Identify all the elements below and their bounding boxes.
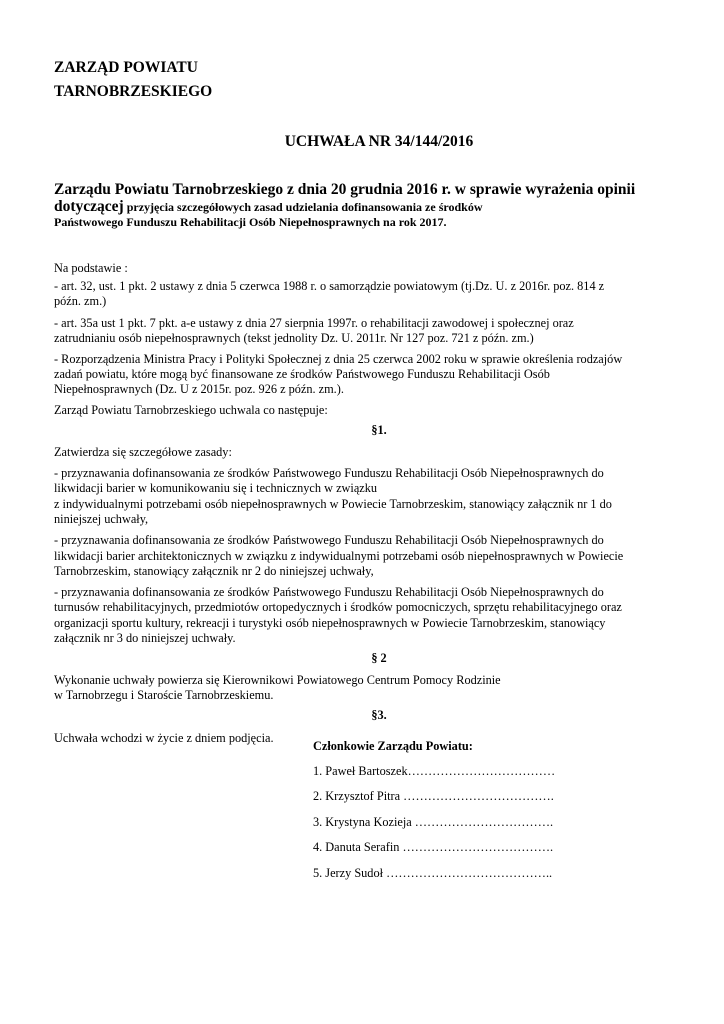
section1-intro: Zatwierdza się szczegółowe zasady: [54, 445, 232, 459]
section1-item3-line1: - przyznawania dofinansowania ze środków Państwowego Funduszu Rehabilitacji Osób Niepełnosprawnych do [54, 585, 604, 599]
basis-item3-line3: Niepełnosprawnych (Dz. U z 2015r. poz. 926 z późn. zm.). [54, 382, 344, 396]
board-member-signature-line: 2. Krzysztof Pitra ………………………………. [313, 789, 554, 803]
basis-item3-line1: - Rozporządzenia Ministra Pracy i Polityki Społecznej z dnia 25 czerwca 2002 roku w sprawie określenia rodzajów [54, 352, 623, 366]
section1-item1-line1: - przyznawania dofinansowania ze środków Państwowego Funduszu Rehabilitacji Osób Niepełnosprawnych do [54, 466, 604, 480]
board-member-signature-line: 1. Paweł Bartoszek……………………………… [313, 764, 556, 778]
organization-name-line2: TARNOBRZESKIEGO [54, 83, 213, 100]
basis-item3-line2: zadań powiatu, które mogą być finansowane ze środków Państwowego Funduszu Rehabilitacji Osób [54, 367, 550, 381]
organization-name-line1: ZARZĄD POWIATU [54, 59, 198, 76]
subject-line2 [54, 198, 483, 216]
section2-text-line2: w Tarnobrzegu i Staroście Tarnobrzeskiemu. [54, 688, 274, 702]
basis-intro: Na podstawie : [54, 261, 128, 275]
section2-mark: § 2 [371, 651, 387, 665]
section2-text-line1: Wykonanie uchwały powierza się Kierownikowi Powiatowego Centrum Pomocy Rodzinie [54, 673, 501, 687]
basis-item2-line1: - art. 35a ust 1 pkt. 7 pkt. a-e ustawy z dnia 27 sierpnia 1997r. o rehabilitacji zawodowej i społecznej oraz [54, 316, 574, 330]
basis-item1-line1: - art. 32, ust. 1 pkt. 2 ustawy z dnia 5 czerwca 1988 r. o samorządzie powiatowym (tj.Dz. U. z 2016r. poz. 814 z [54, 279, 605, 293]
section1-item2-line3: Tarnobrzeskim, stanowiący załącznik nr 2 do niniejszej uchwały, [54, 564, 374, 578]
section3-text: Uchwała wchodzi w życie z dniem podjęcia. [54, 731, 274, 745]
section1-item1-line4: niniejszej uchwały, [54, 512, 149, 526]
basis-item1-line2: późn. zm.) [54, 294, 107, 308]
section1-item2-line2: likwidacji barier architektonicznych w związku z indywidualnymi potrzebami osób niepełnosprawnych w Powiecie [54, 549, 624, 563]
subject-line1: Zarządu Powiatu Tarnobrzeskiego z dnia 20 grudnia 2016 r. w sprawie wyrażenia opinii [54, 181, 636, 198]
subject-line3: Państwowego Funduszu Rehabilitacji Osób Niepełnosprawnych na rok 2017. [54, 215, 447, 229]
section3-mark: §3. [371, 708, 387, 722]
board-member-signature-line: 3. Krystyna Kozieja ……………………………. [313, 815, 554, 829]
section1-item3-line4: załącznik nr 3 do niniejszej uchwały. [54, 631, 236, 645]
section1-item1-line2: likwidacji barier w komunikowaniu się i technicznych w związku [54, 481, 378, 495]
section1-item2-line1: - przyznawania dofinansowania ze środków Państwowego Funduszu Rehabilitacji Osób Niepełnosprawnych do [54, 533, 604, 547]
board-member-signature-line: 4. Danuta Serafin ………………………………. [313, 840, 554, 854]
basis-item2-line2: zatrudnianiu osób niepełnosprawnych (tekst jednolity Dz. U. 2011r. Nr 127 poz. 721 z późn. zm.) [54, 331, 534, 345]
basis-resolves: Zarząd Powiatu Tarnobrzeskiego uchwala co następuje: [54, 403, 328, 417]
subject-line2-large: dotyczącej [54, 198, 124, 215]
section1-mark: §1. [371, 423, 387, 437]
section1-item1-line3: z indywidualnymi potrzebami osób niepełnosprawnych w Powiecie Tarnobrzeskim, stanowiący załącznik nr 1 do [54, 497, 612, 511]
board-members-heading: Członkowie Zarządu Powiatu: [313, 739, 473, 753]
board-member-signature-line: 5. Jerzy Sudoł ………………………………….. [313, 866, 553, 880]
resolution-title: UCHWAŁA NR 34/144/2016 [284, 133, 474, 150]
section1-item3-line2: turnusów rehabilitacyjnych, przedmiotów ortopedycznych i środków pomocniczych, sprzętu rehabilitacyjnego oraz [54, 600, 622, 614]
subject-line2-small: przyjęcia szczegółowych zasad udzielania dofinansowania ze środków [123, 200, 483, 214]
section1-item3-line3: organizacji sportu kultury, rekreacji i turystyki osób niepełnosprawnych w Powiecie Tarnobrzeskim, stanowiący [54, 616, 606, 630]
